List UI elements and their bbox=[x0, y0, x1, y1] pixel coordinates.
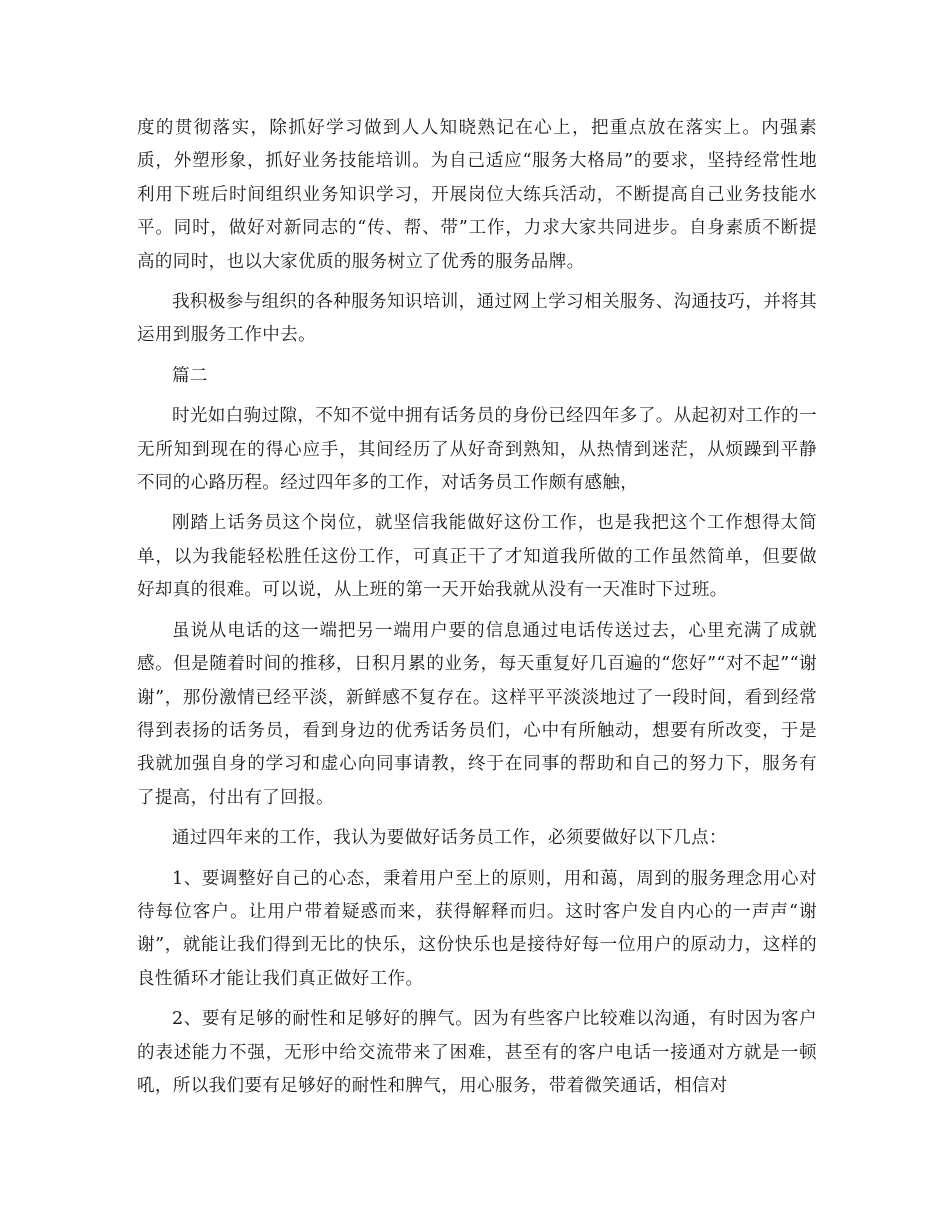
paragraph-training: 我积极参与组织的各种服务知识培训，通过网上学习相关服务、沟通技巧，并将其运用到服务工作中去。 bbox=[137, 292, 817, 346]
paragraph-point-two: 2、要有足够的耐性和足够好的脾气。因为有些客户比较难以沟通，有时因为客户的表述能力不强，无形中给交流带来了困难，甚至有的客户电话一接通对方就是一顿吼，所以我们要有足够好的耐性和脾气，用心服务，带着微笑通话，相信对 bbox=[137, 1009, 817, 1096]
section-heading-part-two: 篇二 bbox=[172, 365, 208, 386]
paragraph-intro: 时光如白驹过隙，不知不觉中拥有话务员的身份已经四年多了。从起初对工作的一无所知到现在的得心应手，其间经历了从好奇到熟知，从热情到迷茫，从烦躁到平静不同的心路历程。经过四年多的工作，对话务员工作颇有感触， bbox=[137, 406, 817, 494]
document-body bbox=[137, 112, 817, 1110]
paragraph-routine: 虽说从电话的这一端把另一端用户要的信息通过电话传送过去，心里充满了成就感。但是随着时间的推移，日积月累的业务，每天重复好几百遍的“您好”“对不起”“谢谢”，那份激情已经平淡，新鲜感不复存在。这样平平淡淡地过了一段时间，看到经常得到表扬的话务员，看到身边的优秀话务员们，心中有所触动，想要有所改变，于是我就加强自身的学习和虚心向同事请教，终于在同事的帮助和自己的努力下，服务有了提高，付出有了回报。 bbox=[137, 620, 817, 808]
paragraph-continuation: 度的贯彻落实，除抓好学习做到人人知晓熟记在心上，把重点放在落实上。内强素质，外塑形象，抓好业务技能培训。为自己适应“服务大格局”的要求，坚持经常性地利用下班后时间组织业务知识学习，开展岗位大练兵活动，不断提高自己业务技能水平。同时，做好对新同志的“传、帮、带”工作，力求大家共同进步。自身素质不断提高的同时，也以大家优质的服务树立了优秀的服务品牌。 bbox=[137, 118, 817, 272]
paragraph-points-intro: 通过四年来的工作，我认为要做好话务员工作，必须要做好以下几点： bbox=[172, 828, 727, 849]
paragraph-new-job: 刚踏上话务员这个岗位，就坚信我能做好这份工作，也是我把这个工作想得太简单，以为我能轻松胜任这份工作，可真正干了才知道我所做的工作虽然简单，但要做好却真的很难。可以说，从上班的第一天开始我就从没有一天准时下过班。 bbox=[137, 513, 817, 601]
paragraph-point-one: 1、要调整好自己的心态，秉着用户至上的原则，用和蔼，周到的服务理念用心对待每位客户。让用户带着疑惑而来，获得解释而归。这时客户发自内心的一声声“谢谢”，就能让我们得到无比的快乐，这份快乐也是接待好每一位用户的原动力，这样的良性循环才能让我们真正做好工作。 bbox=[137, 868, 817, 989]
